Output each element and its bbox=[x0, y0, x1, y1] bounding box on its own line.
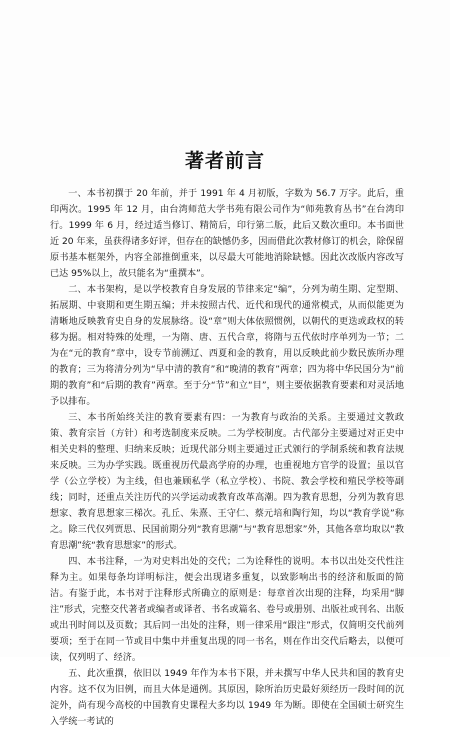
paragraph-1: 一、本书初撰于 20 年前，并于 1991 年 4 月初版，字数为 56.7 万字。此后，重印两次。1995 年 12 月，由台湾师范大学书苑有限公司作为“师苑教育丛书”在台湾印行。1999 年 6 月，经过适当修订、精简后，印行第二版，此后又数次重印。本书面世近 20 年来，虽获得诸多好评，但存在的缺憾仍多，因而借此次教材修订的机会，除保留原书基本框架外，内容全部推倒重来，以尽最大可能地消除缺憾。因此次改版内容改写已达 95%以上，故只能名为“重撰本”。 bbox=[50, 189, 404, 279]
paragraph-3: 三、本书所始终关注的教育要素有四：一为教育与政治的关系。主要通过文教政策、教育宗旨（方针）和考选制度来反映。二为学校制度。古代部分主要通过对正史中相关史料的整理、归纳来反映；近现代部分则主要通过正式颁行的学制系统和教育法规来反映。三为办学实践。既重视历代最高学府的办理，也重视地方官学的设置；虽以官学（公立学校）为主线，但也兼顾私学（私立学校）、书院、教会学校和殖民学校等副线；同时，还重点关注历代的兴学运动或教育改革高潮。四为教育思想，分列为教育思想家、教育思想家三梯次。孔丘、朱熹、王守仁、蔡元培和陶行知，均以“教育学说”称之。除三代仅列贾思、民国前期分列“教育思潮”与“教育思想家”外，其他各章均取以“教育思潮”统“教育思想家”的形式。 bbox=[50, 413, 404, 551]
paragraph-4: 四、本书注释，一为对史料出处的交代；二为诠释性的说明。本书以出处交代性注释为主。如果每条均详明标注，便会出现诸多重复，以致影响出书的经济和版面的简洁。有鉴于此，本书对于注释形式所确立的原则是：每章首次出现的注释，均采用“脚注”形式，完整交代著者或编者或译者、书名或篇名、卷号或册别、出版社或刊名、出版或出刊时间以及页数；其后同一出处的注释，则一律采用“跟注”形式，仅简明交代前列要项；至于在同一节或目中集中并重复出现的同一书名，则在作出交代后略去，以便可读，仅列明了、经济。 bbox=[50, 557, 404, 663]
paragraph-2: 二、本书架构，是以学校教育自身发展的节律来定“编”，分列为萌生期、定型期、拓展期、中衰期和更生期五编；并未按照古代、近代和现代的通常模式，从而似能更为清晰地反映教育史自身的发展脉络。设“章”则大体依照惯例，以朝代的更迭或政权的转移为据。相对特殊的处理，一为隋、唐、五代合章，将隋与五代依时序单列为一节；二为在“元的教育”章中，设专节前溯辽、西夏和金的教育，用以反映此前少数民族所办理的教育；三为将清分列为“早中清的教育”和“晚清的教育”两章；四为将中华民国分为“前期的教育”和“后期的教育”两章。至于分“节”和立“目”，则主要依据教育要素和对灵活地予以排布。 bbox=[50, 285, 404, 407]
paragraph-5: 五、此次重撰，依旧以 1949 年作为本书下限，并未撰写中华人民共和国的教育史内容。这不仅为旧例，而且大体是通例。其原因，除所治历史最好须经历一段时间的沉淀外，尚有现今高校的中国教育史课程大多均以 1949 年为断。即使在全国硕士研究生入学统一考试的 bbox=[50, 669, 404, 727]
page-title: 著者前言 bbox=[184, 150, 265, 172]
preface-body bbox=[50, 186, 404, 730]
